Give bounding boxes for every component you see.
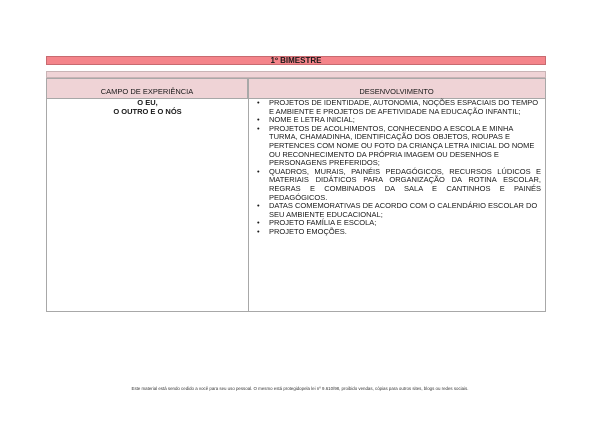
list-item-text: PROJETOS DE IDENTIDADE, AUTONOMIA, NOÇÕES ESPACIAIS DO TEMPO E AMBIENTE E PROJETOS DE AFETIVIDADE NA EDUCAÇÃO INFANTIL; bbox=[269, 98, 539, 116]
col-header-desenvolvimento-label: DESENVOLVIMENTO bbox=[359, 87, 434, 96]
bullet-icon: • bbox=[257, 166, 260, 176]
bullet-icon: • bbox=[257, 218, 260, 228]
list-item-text: PROJETO EMOÇÕES. bbox=[269, 226, 347, 236]
campo-line-1: O EU, bbox=[137, 98, 158, 107]
list-item-text: QUADROS, MURAIS, PAINÉIS PEDAGÓGICOS, RECURSOS LÚDICOS E MATERIAIS DIDÁTICOS PARA ORGANIZAÇÃO DA ROTINA ESCOLAR, REGRAS E COMBINADOS DA SALA E CANTINHOS E PAINÉS PEDAGÓGICOS. bbox=[269, 166, 541, 202]
list-item bbox=[251, 168, 545, 202]
desenvolvimento-list bbox=[251, 99, 545, 237]
bullet-icon: • bbox=[257, 123, 260, 133]
col-header-campo bbox=[47, 79, 248, 99]
campo-cell bbox=[47, 99, 248, 116]
list-item-text: DATAS COMEMORATIVAS DE ACORDO COM O CALENDÁRIO ESCOLAR DO SEU AMBIENTE EDUCACIONAL; bbox=[269, 201, 538, 219]
bimester-banner bbox=[46, 56, 546, 65]
list-item-text: NOME E LETRA INICIAL; bbox=[269, 115, 355, 125]
list-item-text: PROJETOS DE ACOLHIMENTOS, CONHECENDO A ESCOLA E MINHA TURMA, CHAMADINHA, IDENTIFICAÇÃO DOS OBJETOS, ROUPAS E PERTENCES COM NOME OU FOTO DA CRIANÇA LETRA INICIAL DO NOME OU RECONHECIMENTO DA PRÓPRIA IMAGEM OU DESENHOS E PERSONAGENS PREFERIDOS; bbox=[269, 123, 535, 168]
list-item bbox=[251, 228, 545, 237]
content-table bbox=[46, 78, 546, 312]
header-band bbox=[46, 71, 546, 78]
list-item bbox=[251, 202, 545, 219]
bullet-icon: • bbox=[257, 201, 260, 211]
bullet-icon: • bbox=[257, 115, 260, 125]
col-header-desenvolvimento bbox=[248, 79, 545, 99]
list-item bbox=[251, 99, 545, 116]
bullet-icon: • bbox=[257, 226, 260, 236]
col-header-campo-label: CAMPO DE EXPERIÊNCIA bbox=[100, 87, 194, 96]
list-item-text: PROJETO FAMÍLIA E ESCOLA; bbox=[269, 218, 377, 228]
campo-line-2: O OUTRO E O NÓS bbox=[113, 106, 182, 116]
copyright-text: Este material está sendo cedido a você para seu uso pessoal. O mesmo está protegidopela lei nº 9.610/98, proibido vendas, cópias para outros sites, blogs ou redes sociais. bbox=[131, 386, 469, 391]
bimester-title: 1º BIMESTRE bbox=[270, 56, 322, 65]
column-divider bbox=[248, 79, 249, 311]
copyright-footer bbox=[0, 386, 600, 391]
list-item bbox=[251, 125, 545, 168]
bullet-icon: • bbox=[257, 98, 260, 107]
